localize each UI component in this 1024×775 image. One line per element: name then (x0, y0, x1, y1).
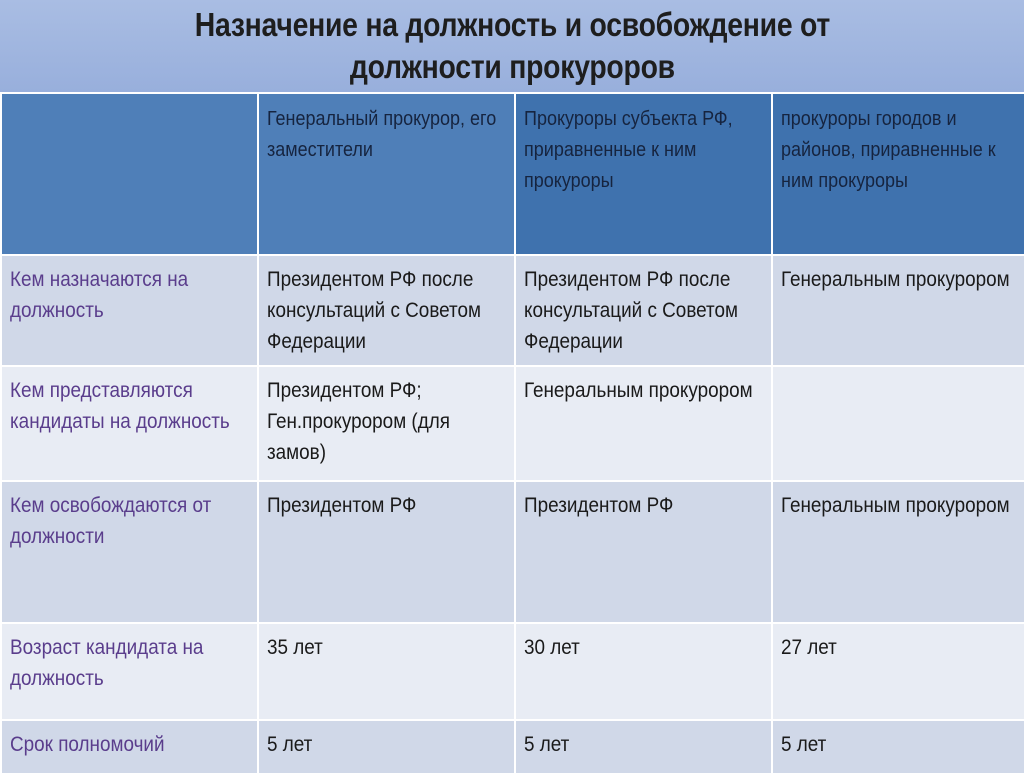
table-cell: 5 лет (772, 720, 1024, 774)
table-cell: 5 лет (258, 720, 515, 774)
table-cell: Президентом РФ; Ген.прокурором (для замов) (258, 366, 515, 481)
table-cell (772, 366, 1024, 481)
title-bar (0, 0, 1024, 92)
table-cell: 5 лет (515, 720, 772, 774)
row-header: Возраст кандидата на должность (1, 623, 258, 720)
header-cell-subject (515, 93, 772, 255)
table-cell: Президентом РФ после консультаций с Советом Федерации (258, 255, 515, 366)
row-header: Кем освобождаются от должности (1, 481, 258, 623)
table-cell: 35 лет (258, 623, 515, 720)
table-cell: Генеральным прокурором (515, 366, 772, 481)
table-row (1, 481, 1024, 623)
prosecutors-table (0, 92, 1024, 775)
header-label: Прокуроры субъекта РФ, приравненные к ним прокуроры (524, 108, 733, 192)
row-header: Кем представляются кандидаты на должность (1, 366, 258, 481)
header-cell-city (772, 93, 1024, 255)
slide-title: Назначение на должность и освобождение от должности прокуроров (194, 6, 830, 85)
row-header: Кем назначаются на должность (1, 255, 258, 366)
table-cell: Президентом РФ (258, 481, 515, 623)
table-cell: 30 лет (515, 623, 772, 720)
table-cell: Президентом РФ после консультаций с Советом Федерации (515, 255, 772, 366)
header-cell-general (258, 93, 515, 255)
table-row (1, 720, 1024, 774)
table-row (1, 366, 1024, 481)
table-cell: Президентом РФ (515, 481, 772, 623)
header-label: прокуроры городов и районов, приравненные к ним прокуроры (781, 108, 996, 192)
table-row (1, 255, 1024, 366)
header-cell-empty (1, 93, 258, 255)
table-cell: Генеральным прокурором (772, 481, 1024, 623)
table-cell: 27 лет (772, 623, 1024, 720)
header-label: Генеральный прокурор, его заместители (267, 108, 497, 161)
header-row (1, 93, 1024, 255)
table-row (1, 623, 1024, 720)
table-cell: Генеральным прокурором (772, 255, 1024, 366)
row-header: Срок полномочий (1, 720, 258, 774)
